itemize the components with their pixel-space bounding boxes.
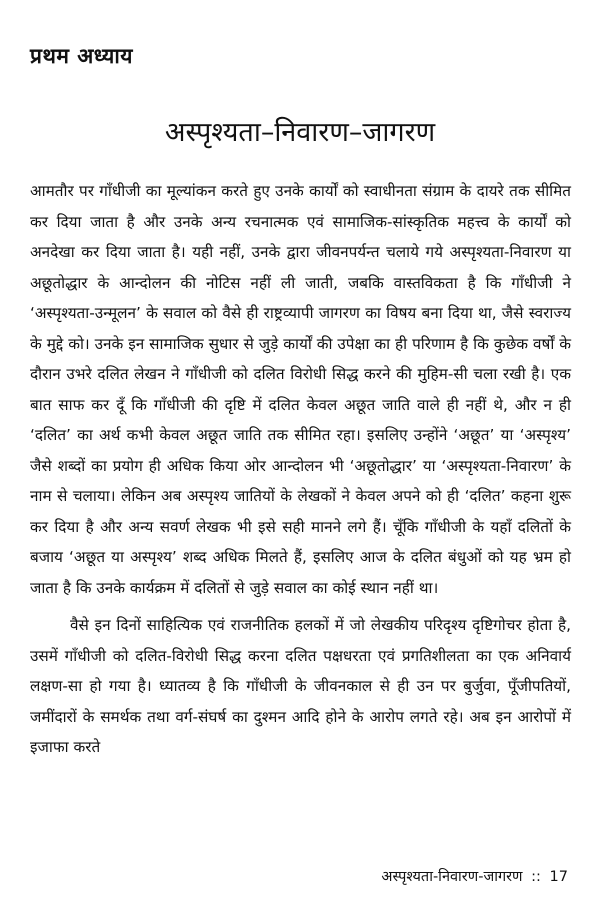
page-footer <box>381 866 568 886</box>
paragraph-1: आमतौर पर गाँधीजी का मूल्यांकन करते हुए उनके कार्यों को स्वाधीनता संग्राम के दायरे तक सीमित कर दिया जाता है और उनके अन्य रचनात्मक एवं सामाजिक-सांस्कृतिक महत्त्व के कार्यों को अनदेखा कर दिया जाता है। यही नहीं, उनके द्वारा जीवनपर्यन्त चलाये गये अस्पृश्यता-निवारण या अछूतोद्धार के आन्दोलन की नोटिस नहीं ली जाती, जबकि वास्तविकता है कि गाँधीजी ने ‘अस्पृश्यता-उन्मूलन’ के सवाल को वैसे ही राष्ट्रव्यापी जागरण का विषय बना दिया था, जैसे स्वराज्य के मुद्दे को। उनके इन सामाजिक सुधार से जुड़े कार्यों की उपेक्षा का ही परिणाम है कि कुछेक वर्षों के दौरान उभरे दलित लेखन ने गाँधीजी को दलित विरोधी सिद्ध करने की मुहिम-सी चला रखी है। एक बात साफ कर दूँ कि गाँधीजी की दृष्टि में दलित केवल अछूत जाति वाले ही नहीं थे, और न ही ‘दलित’ का अर्थ कभी केवल अछूत जाति तक सीमित रहा। इसलिए उन्होंने ‘अछूत’ या ‘अस्पृश्य’ जैसे शब्दों का प्रयोग ही अधिक किया ओर आन्दोलन भी ‘अछूतोद्धार’ या ‘अस्पृश्यता-निवारण’ के नाम से चलाया। लेकिन अब अस्पृश्य जातियों के लेखकों ने केवल अपने को ही ‘दलित’ कहना शुरू कर दिया है और अन्य सवर्ण लेखक भी इसे सही मानने लगे हैं। चूँकि गाँधीजी के यहाँ दलितों के बजाय ‘अछूत या अस्पृश्य’ शब्द अधिक मिलते हैं, इसलिए आज के दलित बंधुओं को यह भ्रम हो जाता है कि उनके कार्यक्रम में दलितों से जुड़े सवाल का कोई स्थान नहीं था। <box>30 182 571 597</box>
paragraph-2: वैसे इन दिनों साहित्यिक एवं राजनीतिक हलकों में जो लेखकीय परिदृश्य दृष्टिगोचर होता है, उसमें गाँधीजी को दलित-विरोधी सिद्ध करना दलित पक्षधरता एवं प्रगतिशीलता का एक अनिवार्य लक्षण-सा हो गया है। ध्यातव्य है कि गाँधीजी के जीवनकाल से ही उन पर बुर्जुवा, पूँजीपतियों, जमींदारों के समर्थक तथा वर्ग-संघर्ष का दुश्मन आदि होने के आरोप लगते रहे। अब इन आरोपों में इजाफा करते <box>30 616 571 756</box>
chapter-body <box>30 176 571 763</box>
chapter-label: प्रथम अध्याय <box>30 44 133 68</box>
footer-separator: :: <box>531 869 541 885</box>
page-number: 17 <box>549 869 568 885</box>
running-title: अस्पृश्यता-निवारण-जागरण <box>381 869 523 885</box>
chapter-title: अस्पृश्यता–निवारण–जागरण <box>164 117 436 149</box>
